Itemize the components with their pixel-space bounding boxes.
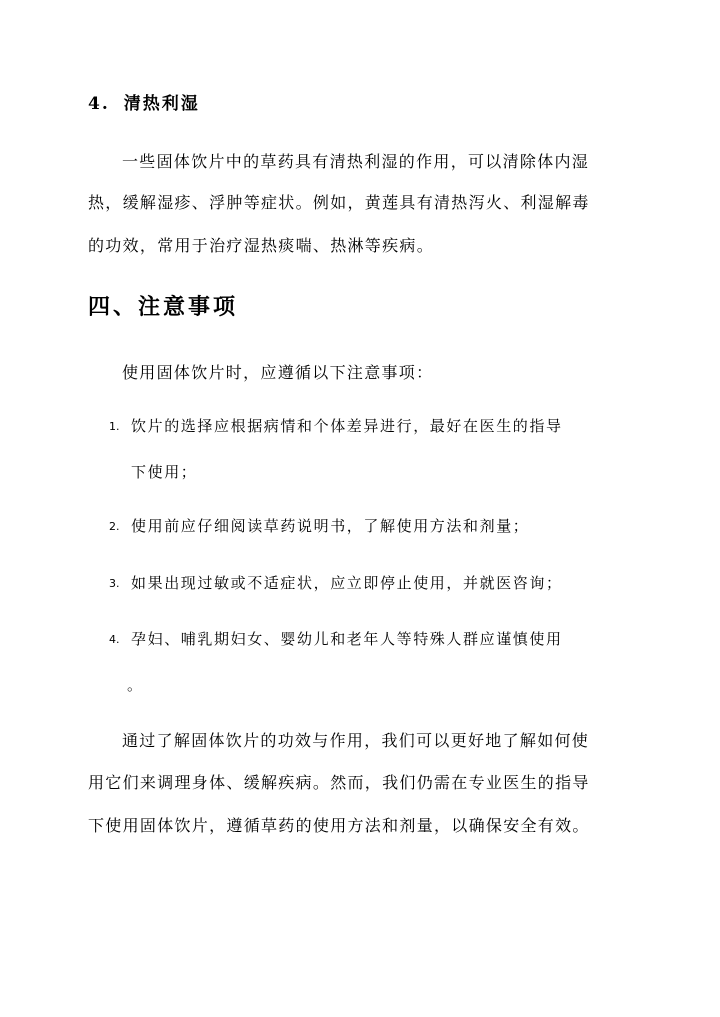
list-item-text: 饮片的选择应根据病情和个体差异进行，最好在医生的指导 [131, 417, 563, 435]
conclusion-line: 用它们来调理身体、缓解疾病。然而，我们仍需在专业医生的指导 [88, 773, 590, 792]
list-item-text: 下使用； [131, 463, 198, 481]
list-item-number: 1. [109, 420, 120, 433]
list-item-number: 4. [109, 633, 120, 646]
section-intro: 使用固体饮片时，应遵循以下注意事项： [122, 363, 434, 382]
subsection-title: 清热利湿 [123, 94, 200, 114]
list-item-text: 。 [127, 676, 144, 694]
list-item-text: 孕妇、哺乳期妇女、婴幼儿和老年人等特殊人群应谨慎使用 [131, 630, 563, 648]
paragraph-line: 一些固体饮片中的草药具有清热利湿的作用，可以清除体内湿 [122, 152, 590, 171]
list-item-number: 3. [109, 577, 120, 590]
paragraph-line: 热，缓解湿疹、浮肿等症状。例如，黄莲具有清热泻火、利湿解毒 [88, 193, 590, 212]
paragraph-line: 的功效，常用于治疗湿热痰喘、热淋等疾病。 [88, 236, 435, 255]
conclusion-line: 下使用固体饮片，遵循草药的使用方法和剂量，以确保安全有效。 [88, 816, 590, 835]
conclusion-line: 通过了解固体饮片的功效与作用，我们可以更好地了解如何使 [122, 731, 590, 750]
list-item-number: 2. [109, 520, 120, 533]
subsection-number: 4. [88, 94, 110, 114]
list-item-text: 使用前应仔细阅读草药说明书，了解使用方法和剂量； [131, 517, 530, 535]
subsection-heading [88, 89, 200, 114]
section-heading: 四、注意事项 [88, 294, 239, 320]
list-item-text: 如果出现过敏或不适症状，应立即停止使用，并就医咨询； [131, 574, 563, 592]
